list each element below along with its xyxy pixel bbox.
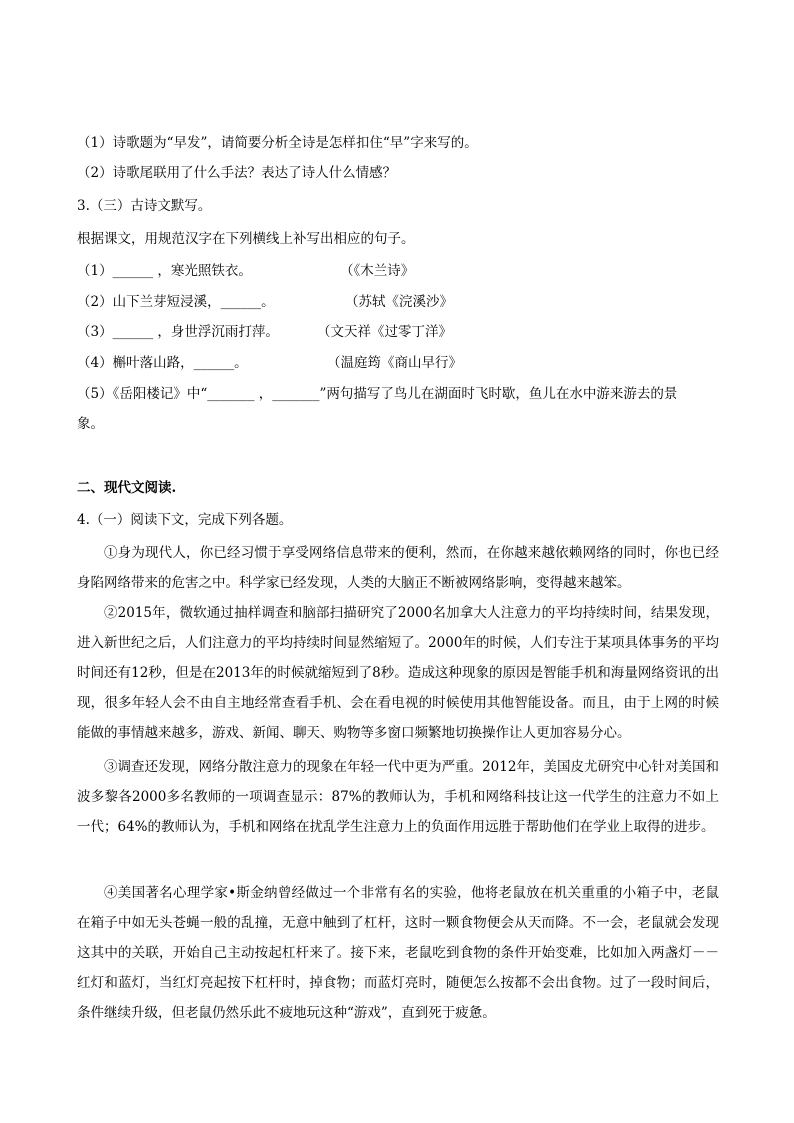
recitation-item-5-line2: 象。 bbox=[77, 416, 104, 432]
recitation-item-4: （4）槲叶落山路，______。 （温庭筠《商山早行》 bbox=[77, 355, 462, 371]
recitation-source-3: （文天祥《过零丁洋》 bbox=[317, 324, 452, 340]
question-4-title: 4.（一）阅读下文，完成下列各题。 bbox=[77, 512, 293, 528]
section-2-heading: 二、现代文阅读. bbox=[77, 480, 177, 496]
question-2: （2）诗歌尾联用了什么手法？表达了诗人什么情感？ bbox=[77, 165, 397, 181]
recitation-item-5-line1: （5）《岳阳楼记》中“_______ ，_______”两句描写了鸟儿在湖面时飞时歇，鱼儿在水中游来游去的景 bbox=[77, 386, 678, 402]
question-1: （1）诗歌题为“早发”，请简要分析全诗是怎样扣住“早”字来写的。 bbox=[77, 135, 478, 151]
section-3-title: 3.（三）古诗文默写。 bbox=[77, 198, 212, 214]
paragraph-4: ④美国著名心理学家•斯金纳曾经做过一个非常有名的实验，他将老鼠放在机关重重的小箱子中，老鼠在箱子中如无头苍蝇一般的乱撞，无意中触到了杠杆，这时一颗食物便会从天而降。不一会，老鼠就会发现这其中的关联，开始自己主动按起杠杆来了。接下来，老鼠吃到食物的条件开始变难，比如加入两盏灯－－红灯和蓝灯，当红灯亮起按下杠杆时，掉食物；而蓝灯亮时，随便怎么按都不会出食物。过了一段时间后，条件继续升级，但老鼠仍然乐此不疲地玩这种“游戏”，直到死于疲惫。 bbox=[77, 885, 719, 1021]
recitation-item-3: （3）______ ，身世浮沉雨打萍。 （文天祥《过零丁洋》 bbox=[77, 324, 452, 340]
recitation-source-1: （《木兰诗》 bbox=[340, 263, 415, 279]
recitation-source-2: （苏轼《浣溪沙》 bbox=[345, 294, 453, 310]
paragraph-2: ②2015年，微软通过抽样调查和脑部扫描研究了2000名加拿大人注意力的平均持续时间，结果发现，进入新世纪之后，人们注意力的平均持续时间显然缩短了。2000年的时候，人们专注于某项具体事务的平均时间还有12秒，但是在2013年的时候就缩短到了8秒。造成这种现象的原因是智能手机和海量网络资讯的出现，很多年轻人会不由自主地经常查看手机、会在看电视的时候使用其他智能设备。而且，由于上网的时候能做的事情越来越多，游戏、新闻、聊天、购物等多窗口频繁地切换操作让人更加容易分心。 bbox=[77, 605, 719, 741]
recitation-item-1: （1）______ ，寒光照铁衣。 （《木兰诗》 bbox=[77, 263, 415, 279]
section-3-instruction: 根据课文，用规范汉字在下列横线上补写出相应的句子。 bbox=[77, 231, 415, 247]
recitation-item-2: （2）山下兰芽短浸溪，______。 （苏轼《浣溪沙》 bbox=[77, 294, 453, 310]
paragraph-3: ③调查还发现，网络分散注意力的现象在年轻一代中更为严重。2012年，美国皮尤研究中心针对美国和波多黎各2000多名教师的一项调查显示：87%的教师认为，手机和网络科技让这一代学生的注意力不如上一代；64%的教师认为，手机和网络在扰乱学生注意力上的负面作用远胜于帮助他们在学业上取得的进步。 bbox=[77, 759, 719, 835]
recitation-source-4: （温庭筠《商山早行》 bbox=[327, 355, 462, 371]
paragraph-1: ①身为现代人，你已经习惯于享受网络信息带来的便利，然而，在你越来越依赖网络的同时，你也已经身陷网络带来的危害之中。科学家已经发现，人类的大脑正不断被网络影响，变得越来越笨。 bbox=[77, 545, 719, 591]
